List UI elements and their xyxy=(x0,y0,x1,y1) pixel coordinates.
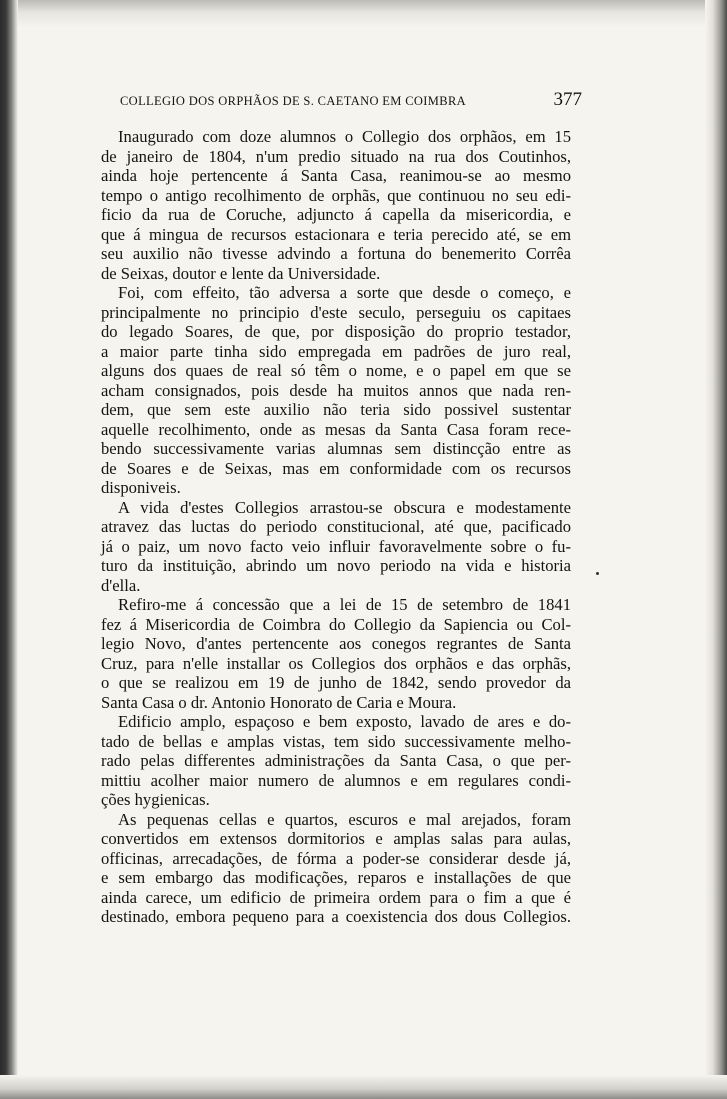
speck xyxy=(596,572,599,575)
text-line: ficio da rua de Coruche, adjuncto á capella da misericordia, e xyxy=(101,205,571,224)
text-line: atravez das luctas do periodo constitucional, até que, pacificado xyxy=(101,517,571,536)
text-line: principalmente no principio d'este seculo, perseguiu os capitaes xyxy=(101,302,571,322)
page-right-edge xyxy=(705,0,727,1099)
text-line: d'ella. xyxy=(101,575,141,595)
text-line: rado pelas differentes administrações da Santa Casa, o que per- xyxy=(101,751,571,770)
text-line: o que se realizou em 19 de junho de 1842, sendo provedor da xyxy=(101,673,571,692)
text-line: destinado, embora pequeno para a coexistencia dos dous Collegios. xyxy=(101,907,571,926)
text-line: de Seixas, doutor e lente da Universidade. xyxy=(101,263,381,283)
text-line: tempo o antigo recolhimento de orphãs, que continuou no seu edi- xyxy=(101,185,571,205)
text-line: Refiro-me á concessão que a lei de 15 de setembro de 1841 xyxy=(118,595,571,614)
page-bottom-edge xyxy=(0,1075,727,1099)
text-line: alguns dos quaes de real só têm o nome, e o papel em que se xyxy=(101,361,571,380)
text-line: ções hygienicas. xyxy=(101,790,210,809)
text-line: mittiu acolher maior numero de alumnos e em regulares condi- xyxy=(101,770,571,790)
text-line: que á mingua de recursos estacionara e teria perecido até, se em xyxy=(101,224,571,244)
body-text xyxy=(101,127,571,927)
text-line: do legado Soares, de que, por disposição do proprio testador, xyxy=(101,322,571,341)
text-line: As pequenas cellas e quartos, escuros e mal arejados, foram xyxy=(118,809,571,829)
running-head: COLLEGIO DOS ORPHÃOS DE S. CAETANO EM COIMBRA xyxy=(120,94,467,108)
text-line: já o paiz, um novo facto veio influir favoravelmente sobre o fu- xyxy=(101,536,571,556)
text-line: seu auxilio não tivesse advindo a fortuna do benemerito Corrêa xyxy=(101,244,571,263)
text-line: Inaugurado com doze alumnos o Collegio dos orphãos, em 15 xyxy=(118,127,571,146)
text-line: officinas, arrecadações, de fórma a poder-se considerar desde já, xyxy=(101,848,571,868)
text-line: a maior parte tinha sido empregada em padrões de juro real, xyxy=(101,341,571,361)
page-number: 377 xyxy=(553,89,582,110)
text-line: tado de bellas e amplas vistas, tem sido successivamente melho- xyxy=(101,731,571,751)
text-line: Santa Casa o dr. Antonio Honorato de Caria e Moura. xyxy=(101,692,457,712)
text-line: ainda hoje pertencente á Santa Casa, reanimou-se ao mesmo xyxy=(101,166,571,185)
text-line: legio Novo, d'antes pertencente aos conegos regrantes de Santa xyxy=(101,634,571,653)
text-line: acham consignados, pois desde ha muitos annos que nada ren- xyxy=(101,380,571,400)
page-top-edge xyxy=(0,0,727,28)
text-line: bendo successivamente varias alumnas sem distincção entre as xyxy=(101,439,571,458)
text-line: fez á Misericordia de Coimbra do Collegio da Sapiencia ou Col- xyxy=(101,614,571,634)
text-line: ainda carece, um edificio de primeira ordem para o fim a que é xyxy=(101,887,571,907)
text-line: e sem embargo das modificações, reparos e installações de que xyxy=(101,868,571,887)
text-line: de Soares e de Seixas, mas em conformidade com os recursos xyxy=(101,458,571,478)
page-left-edge xyxy=(0,0,18,1099)
text-line: convertidos em extensos dormitorios e amplas salas para aulas, xyxy=(101,829,571,848)
text-line: disponiveis. xyxy=(101,478,181,497)
page-header xyxy=(120,89,582,111)
text-line: dem, que sem este auxilio não teria sido possivel sustentar xyxy=(101,400,571,419)
text-line: Foi, com effeito, tão adversa a sorte que desde o começo, e xyxy=(118,283,571,302)
text-line: aquelle recolhimento, onde as mesas da Santa Casa foram rece- xyxy=(101,419,571,439)
text-line: A vida d'estes Collegios arrastou-se obscura e modestamente xyxy=(118,497,571,517)
text-line: turo da instituição, abrindo um novo periodo na vida e historia xyxy=(101,556,571,575)
text-line: Cruz, para n'elle installar os Collegios dos orphãos e das orphãs, xyxy=(101,653,571,673)
text-line: Edificio amplo, espaçoso e bem exposto, lavado de ares e do- xyxy=(118,712,571,731)
text-line: de janeiro de 1804, n'um predio situado na rua dos Coutinhos, xyxy=(101,146,571,166)
